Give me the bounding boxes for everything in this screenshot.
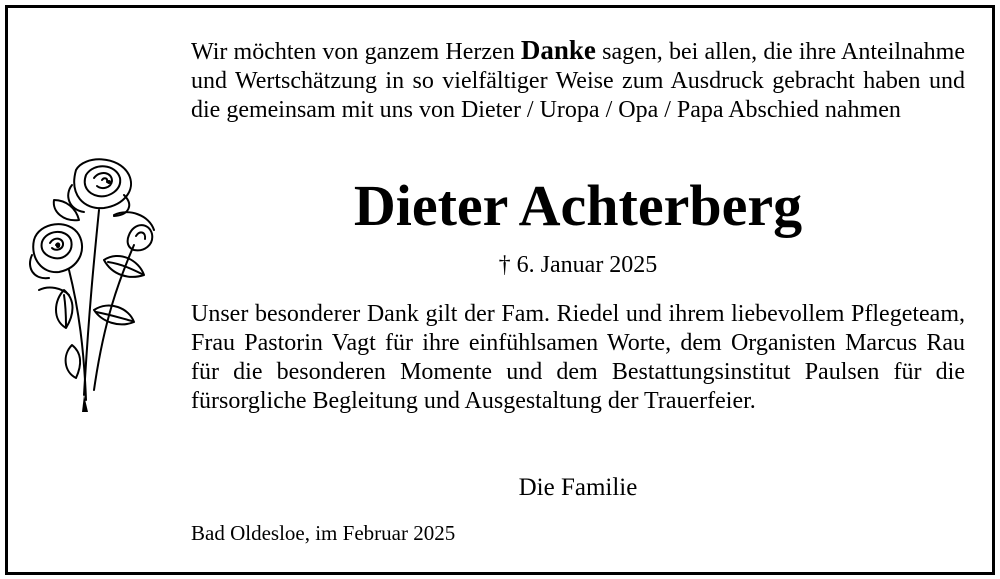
danke-emphasis: Danke <box>520 35 596 65</box>
place-and-date: Bad Oldesloe, im Februar 2025 <box>191 521 456 545</box>
thanks-paragraph: Unser besonderer Dank gilt der Fam. Riedel und ihrem liebevollem Pflegeteam, Frau Pastorin Vagt für ihre einfühlsamen Worte, dem Organisten Marcus Rau für die besonderen Momente und dem Bestattungsinstitut Paulsen für die fürsorgliche Begleitung und Ausgestaltung der Trauerfeier. <box>191 301 965 414</box>
death-date: † 6. Januar 2025 <box>498 252 658 278</box>
deceased-name: Dieter Achterberg <box>353 173 803 238</box>
rose-icon <box>24 150 164 420</box>
intro-text-after: sagen, bei allen, die ihre Anteilnahme und Wertschätzung in so vielfältiger Weise zum Ausdruck gebracht haben und die gemeinsam mit uns von Dieter / Uropa / Opa / Papa Abschied nahmen <box>191 39 965 123</box>
intro-paragraph <box>191 36 965 125</box>
signature: Die Familie <box>518 474 638 501</box>
intro-text-before: Wir möchten von ganzem Herzen <box>191 39 521 65</box>
